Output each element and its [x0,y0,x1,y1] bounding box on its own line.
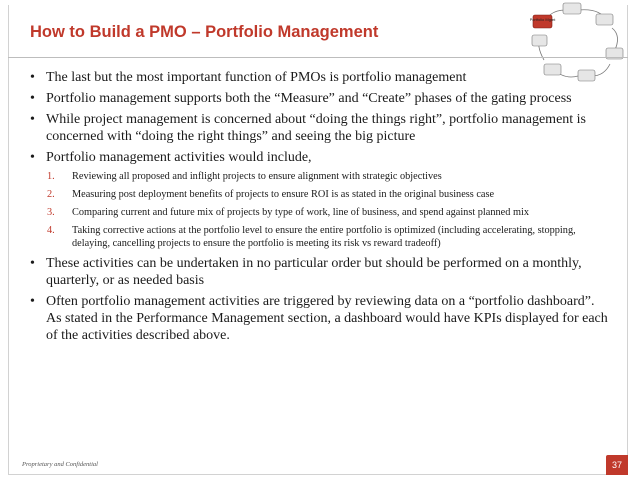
slide-body [30,69,610,348]
activity-item [47,206,610,219]
bullet-item [30,90,610,107]
activity-text: Comparing current and future mix of projects by type of work, line of business, and spend against planned mix [72,207,529,218]
activity-item [47,170,610,183]
bullet-text: Portfolio management activities would include, [46,150,312,165]
page-number-badge: 37 [606,455,628,475]
bullet-item [30,69,610,86]
bullet-marker: • [30,150,35,165]
bullet-list [30,69,610,166]
bullet-marker: • [30,294,35,309]
activity-text: Measuring post deployment benefits of projects to ensure ROI is as stated in the original business case [72,189,495,200]
bullet-text: Often portfolio management activities are triggered by reviewing data on a “portfolio dashboard”. As stated in the Performance Management section, a dashboard would have KPIs displayed for each of the activities described above. [46,294,608,343]
activities-list [47,170,610,250]
activity-text: Reviewing all proposed and inflight projects to ensure alignment with strategic objectives [72,171,442,182]
cycle-center-label: Portfolio Mgmt [530,17,556,22]
cycle-step-box [532,35,547,46]
title-divider [8,57,628,58]
cycle-step-box [563,3,581,14]
activity-number: 2. [47,189,55,200]
activity-number: 3. [47,207,55,218]
activity-number: 4. [47,225,55,236]
slide-title: How to Build a PMO – Portfolio Management [30,23,379,41]
bullet-marker: • [30,70,35,85]
bullet-marker: • [30,112,35,127]
footer-confidential: Proprietary and Confidential [22,461,98,468]
bullet-text: These activities can be undertaken in no particular order but should be performed on a monthly, quarterly, or as needed basis [46,256,582,288]
bullet-item [30,111,610,145]
bullet-marker: • [30,256,35,271]
bullet-item [30,255,610,289]
cycle-step-box [596,14,613,25]
bullet-item [30,293,610,344]
activity-text: Taking corrective actions at the portfolio level to ensure the entire portfolio is optimized (including accelerating, stopping, delaying, cancelling projects to ensure the portfolio is meeting its risk vs reward tradeoff) [72,225,576,249]
activity-number: 1. [47,171,55,182]
bullet-text: The last but the most important function of PMOs is portfolio management [46,70,467,85]
bullet-marker: • [30,91,35,106]
bullet-text: Portfolio management supports both the “Measure” and “Create” phases of the gating process [46,91,572,106]
activity-item [47,188,610,201]
bullet-list-continued [30,255,610,344]
activity-item [47,224,610,250]
bullet-text: While project management is concerned about “doing the things right”, portfolio management is concerned with “doing the right things” and seeing the big picture [46,112,587,144]
bullet-item [30,149,610,166]
